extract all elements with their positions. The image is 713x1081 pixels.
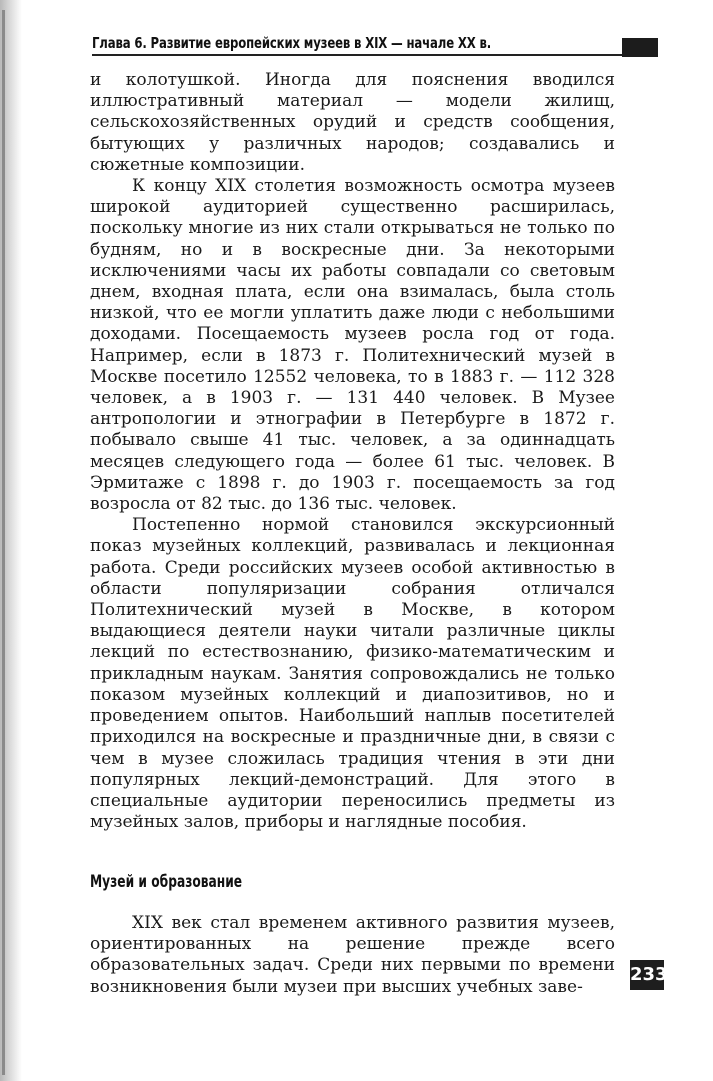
paragraph-continued: и колотушкой. Иногда для пояснения вводился иллюстративный материал — модели жилищ, сельскохозяйственных орудий и средств сообщения, бытующих у различных народов; создавались и сюжетные композиции. (90, 70, 615, 175)
body-text (90, 70, 615, 833)
page-number: 233 (630, 960, 664, 990)
paragraph-lectures: Постепенно нормой становился экскурсионный показ музейных коллекций, развивалась и лекционная работа. Среди российских музеев особой активностью в области популяризации собрания отличался Политехнический музей в Москве, в котором выдающиеся деятели науки читали различные циклы лекций по естествознанию, физико-математическим и прикладным наукам. Занятия сопровождались не только показом музейных коллекций и диапозитивов, но и проведением опытов. Наибольший наплыв посетителей приходился на воскресные и праздничные дни, в связи с чем в музее сложилась традиция чтения в эти дни популярных лекций-демонстраций. Для этого в специальные аудитории переносились предметы из музейных залов, приборы и наглядные пособия. (90, 515, 615, 833)
paragraph-attendance: К концу XIX столетия возможность осмотра музеев широкой аудиторией существенно расширилась, поскольку многие из них стали открываться не только по будням, но и в воскресные дни. За некоторыми исключениями часы их работы совпадали со световым днем, входная плата, если она взималась, была столь низкой, что ее могли уплатить даже люди с небольшими доходами. Посещаемость музеев росла год от года. Например, если в 1873 г. Политехнический музей в Москве посетило 12552 человека, то в 1883 г. — 112 328 человек, а в 1903 г. — 131 440 человек. В Музее антропологии и этнографии в Петербурге в 1872 г. побывало свыше 41 тыс. человек, а за одиннадцать месяцев следующего года — более 61 тыс. человек. В Эрмитаже с 1898 г. до 1903 г. посещаемость за год возросла от 82 тыс. до 136 тыс. человек. (90, 176, 615, 515)
paragraph-education: XIX век стал временем активного развития музеев, ориентированных на решение прежде всего образовательных задач. Среди них первыми по времени возникновения были музеи при высших учебных заве- (90, 913, 615, 997)
running-header-title: Глава 6. Развитие европейских музеев в XIX — начале XX в. (92, 34, 492, 52)
running-header (92, 30, 658, 60)
header-rule (92, 54, 622, 56)
header-tab-marker (622, 38, 658, 57)
section-heading: Музей и образование (90, 872, 243, 892)
book-gutter-line (2, 10, 5, 1075)
section-body-text (90, 913, 615, 998)
